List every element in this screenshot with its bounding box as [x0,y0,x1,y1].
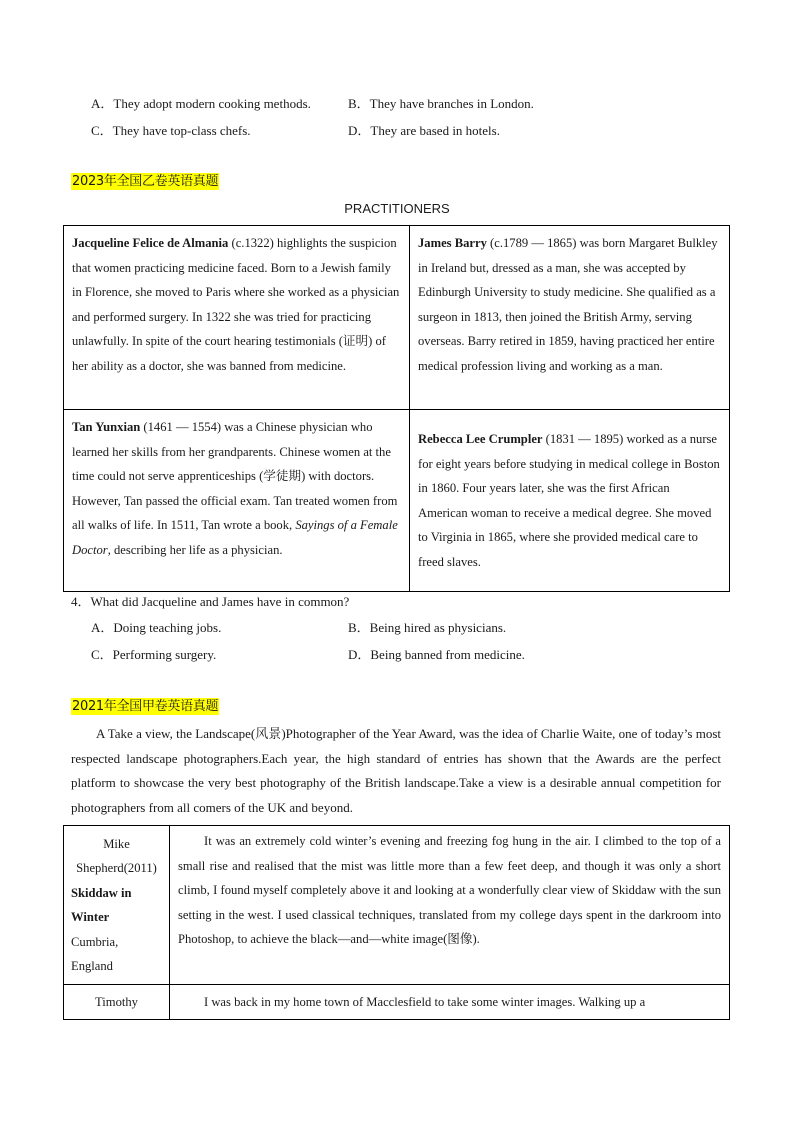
q4-option-c: C．Performing surgery. [91,647,217,662]
name-jacqueline: Jacqueline Felice de Almania [72,236,229,250]
text-tan-2: , describing her life as a physician. [107,542,283,557]
section-heading-2021: 2021年全国甲卷英语真题 [72,699,219,714]
cell-james [410,226,730,410]
q4-option-a: A．Doing teaching jobs. [91,620,222,635]
book-title: Sayings of a Female Doctor [72,518,398,557]
cell-jacqueline [64,226,410,410]
author-timothy: Timothy [95,995,138,1009]
place-cumbria: Cumbria, England [71,934,119,973]
cell-tan [64,410,410,592]
section-heading-2023: 2023年全国乙卷英语真题 [72,174,219,189]
option-a: A．They adopt modern cooking methods. [91,96,311,111]
name-rebecca: Rebecca Lee Crumpler [418,432,543,446]
text-mike: It was an extremely cold winter’s evening and freezing fog hung in the air. I climbed to the top of a small rise and realised that the mist was little more than a few feet deep, and though it was only a short climb, I found myself completely above it and looking at a wonderfully clear view of Skiddaw with the sun setting in the west. I used classical techniques, translated from my college days spent in the darkroom into Photoshop, to achieve the black—and—white image(图像). [178,834,721,946]
text-jacqueline: (c.1322) highlights the suspicion that women practicing medicine faced. Born to a Jewish family in Florence, she moved to Paris where she worked as a physician and performed surgery. In 1322 she was tried for practicing unlawfully. In spite of the court hearing testimonials (证明) of her ability as a doctor, she was banned from medicine. [72,236,400,373]
cell-rebecca [410,410,730,592]
name-tan: Tan Yunxian [72,420,141,434]
photographers-table [63,825,730,1020]
text-tan: (1461 — 1554) was a Chinese physician who learned her skills from her grandparents. Chinese women at the time could not serve apprenticeships (学徒期) with doctors. However, Tan passed the official exam. Tan treated women from all walks of life. In 1511, Tan wrote a book, [72,420,398,532]
text-rebecca: (1831 — 1895) worked as a nurse for eight years before studying in medical college in Boston in 1860. Four years later, she was the first African American woman to receive a medical degree. She moved to Virginia in 1865, where she provided medical care to freed slaves. [418,432,720,569]
cell-mike-text [170,826,730,985]
q4-option-b: B．Being hired as physicians. [348,620,507,635]
work-skiddaw: Skiddaw in Winter [71,885,132,924]
text-james: (c.1789 — 1865) was born Margaret Bulkley in Ireland but, dressed as a man, she was accepted by Edinburgh University to study medicine. She qualified as a surgeon in 1813, then joined the British Army, serving overseas. Barry retired in 1859, having practiced her entire medical profession living and working as a man. [418,236,718,373]
practitioners-table [63,225,730,592]
cell-timothy-info [64,985,170,1020]
option-b: B．They have branches in London. [348,96,534,111]
name-james: James Barry [418,236,487,250]
cell-mike-info [64,826,170,985]
question-4: 4．What did Jacqueline and James have in common? [71,594,350,609]
option-d: D．They are based in hotels. [348,123,500,138]
text-timothy: I was back in my home town of Macclesfield to take some winter images. Walking up a [204,995,646,1009]
intro-paragraph: A Take a view, the Landscape(风景)Photographer of the Year Award, was the idea of Charlie Waite, one of today’s most respected landscape photographers.Each year, the high standard of entries has shown that the Awards are the perfect platform to showcase the very best photography of the British landscape.Take a view is a desirable annual competition for photographers from all comers of the UK and beyond. [71,726,721,815]
practitioners-title: PRACTITIONERS [344,201,450,216]
author-mike: Mike Shepherd(2011) [76,836,157,875]
option-c: C．They have top-class chefs. [91,123,251,138]
cell-timothy-text [170,985,730,1020]
q4-option-d: D．Being banned from medicine. [348,647,525,662]
